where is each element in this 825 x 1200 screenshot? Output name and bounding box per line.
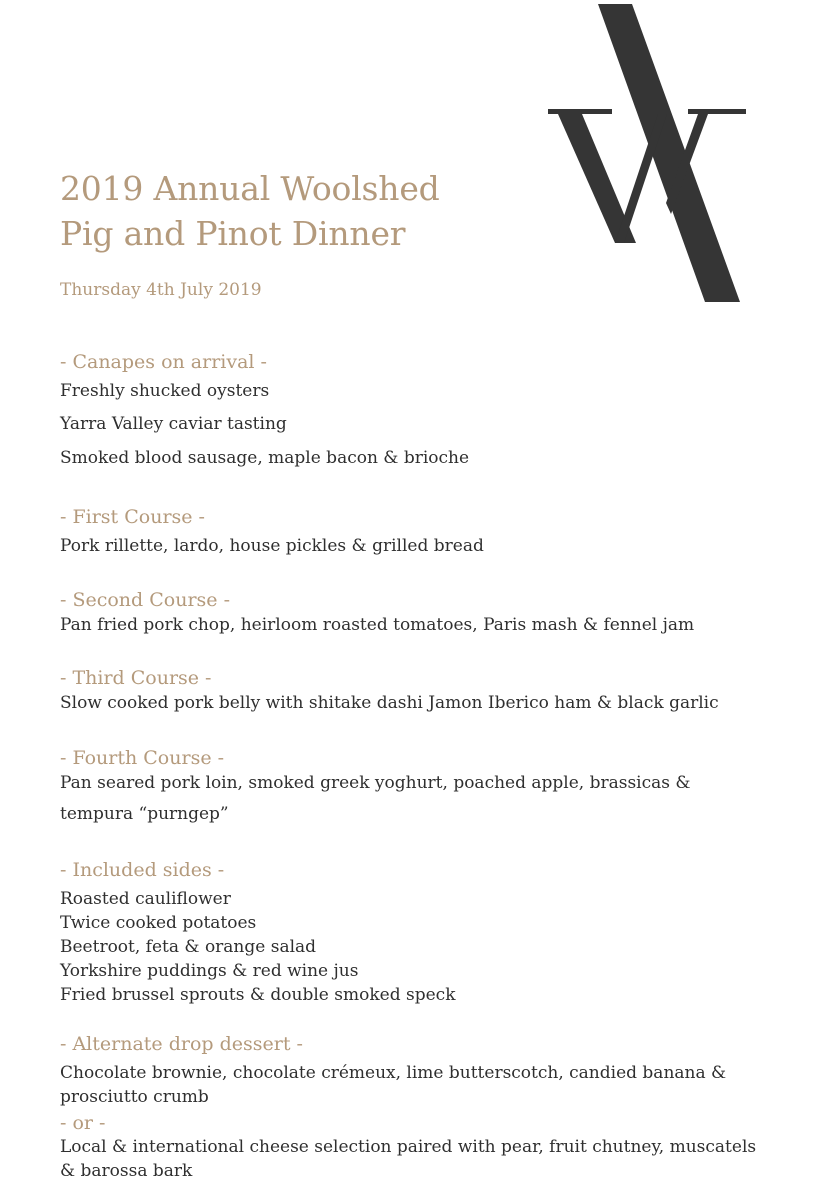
title-line-1: 2019 Annual Woolshed [60, 169, 440, 208]
menu-item: Chocolate brownie, chocolate crémeux, lime butterscotch, candied banana & [60, 1063, 727, 1083]
menu-item: Twice cooked potatoes [60, 913, 257, 933]
menu-item: Pork rillette, lardo, house pickles & grilled bread [60, 536, 484, 556]
menu-item: Slow cooked pork belly with shitake dashi Jamon Iberico ham & black garlic [60, 693, 719, 713]
section-heading-canapes: - Canapes on arrival - [60, 351, 267, 373]
section-heading-included-sides: - Included sides - [60, 859, 225, 881]
section-heading-third-course: - Third Course - [60, 667, 212, 689]
menu-item: Pan fried pork chop, heirloom roasted tomatoes, Paris mash & fennel jam [60, 615, 695, 635]
section-heading-fourth-course: - Fourth Course - [60, 747, 225, 769]
menu-item: prosciutto crumb [60, 1087, 209, 1107]
page-title [60, 166, 440, 256]
section-heading-second-course: - Second Course - [60, 589, 230, 611]
section-heading-dessert: - Alternate drop dessert - [60, 1033, 303, 1055]
menu-item: Pan seared pork loin, smoked greek yoghurt, poached apple, brassicas & [60, 773, 691, 793]
menu-item: Yorkshire puddings & red wine jus [60, 961, 359, 981]
woolshed-logo [548, 4, 748, 304]
event-date: Thursday 4th July 2019 [60, 280, 262, 300]
menu-item: Local & international cheese selection paired with pear, fruit chutney, muscatels [60, 1137, 757, 1157]
menu-item: tempura “purngep” [60, 804, 229, 824]
menu-item: Freshly shucked oysters [60, 381, 270, 401]
menu-item: Fried brussel sprouts & double smoked speck [60, 985, 456, 1005]
dessert-or-divider: - or - [60, 1112, 106, 1134]
section-heading-first-course: - First Course - [60, 506, 205, 528]
menu-item: & barossa bark [60, 1161, 193, 1181]
menu-item: Beetroot, feta & orange salad [60, 937, 317, 957]
menu-item: Yarra Valley caviar tasting [60, 414, 287, 434]
title-line-2: Pig and Pinot Dinner [60, 214, 406, 253]
menu-item: Smoked blood sausage, maple bacon & brioche [60, 448, 470, 468]
menu-item: Roasted cauliflower [60, 889, 231, 909]
